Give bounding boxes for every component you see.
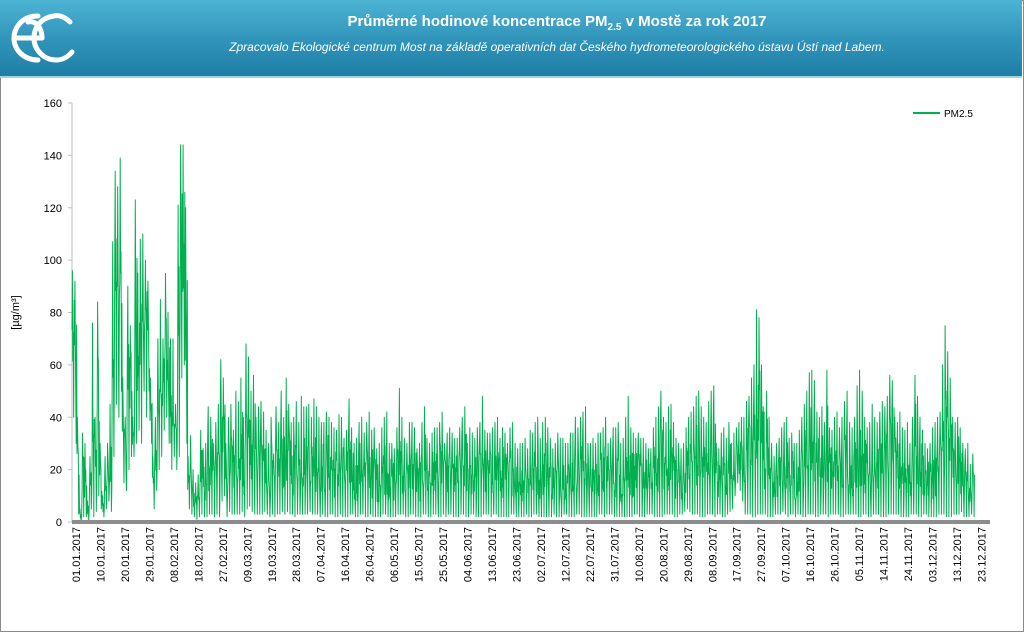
x-tick-label: 12.07.2017 (560, 527, 573, 583)
y-tick-label: 0 (55, 517, 62, 529)
x-tick-label: 24.11.2017 (903, 527, 915, 582)
x-tick-label: 16.04.2017 (340, 527, 353, 583)
x-tick-label: 26.10.2017 (829, 527, 842, 583)
y-tick-label: 40 (49, 412, 62, 425)
x-tick-label: 03.12.2017 (927, 527, 940, 583)
x-tick-label: 18.02.2017 (193, 527, 206, 583)
series-line-pm25 (72, 145, 975, 522)
x-tick-label: 28.03.2017 (291, 527, 304, 583)
legend-label-pm25: PM2.5 (944, 109, 973, 120)
x-tick-label: 20.08.2017 (658, 527, 671, 583)
x-tick-label: 29.08.2017 (682, 527, 695, 583)
y-tick-label: 120 (43, 202, 62, 215)
y-tick-label: 160 (43, 98, 62, 110)
x-tick-label: 19.03.2017 (266, 527, 279, 583)
x-tick-label: 31.07.2017 (609, 527, 622, 583)
y-axis-label: [µg/m³] (10, 295, 22, 330)
x-tick-label: 27.09.2017 (756, 527, 769, 583)
x-tick-label: 02.07.2017 (536, 527, 548, 583)
x-tick-label: 05.11.2017 (854, 527, 867, 582)
x-tick-label: 06.05.2017 (389, 527, 402, 583)
x-tick-label: 01.01.2017 (71, 527, 83, 583)
x-tick-label: 04.06.2017 (462, 527, 475, 583)
y-tick-label: 20 (49, 464, 62, 477)
x-tick-label: 08.02.2017 (168, 527, 181, 583)
x-tick-label: 10.01.2017 (95, 527, 108, 583)
chart-title: Průměrné hodinové koncentrace $PM_{2.5}$ v Mostě za rok 2017 (347, 13, 767, 33)
y-tick-label: 60 (49, 359, 62, 372)
x-tick-label: 26.04.2017 (364, 527, 377, 583)
x-tick-label: 08.09.2017 (707, 527, 720, 583)
x-tick-label: 20.01.2017 (119, 527, 132, 583)
x-tick-label: 10.08.2017 (633, 527, 646, 583)
x-tick-label: 07.04.2017 (315, 527, 328, 583)
x-tick-label: 27.02.2017 (217, 527, 230, 583)
x-tick-label: 29.01.2017 (144, 527, 157, 583)
y-tick-label: 140 (43, 150, 62, 163)
x-tick-label: 22.07.2017 (584, 527, 597, 583)
y-tick-label: 80 (49, 307, 62, 320)
chart-subtitle: Zpracovalo Ekologické centrum Most na základě operativních dat Českého hydrometeorologického ústavu Ústí nad Labem. (229, 40, 885, 54)
x-tick-label: 14.11.2017 (878, 527, 891, 582)
x-tick-label: 13.12.2017 (952, 527, 964, 583)
x-tick-label: 15.05.2017 (413, 527, 426, 583)
x-tick-label: 16.10.2017 (805, 527, 818, 583)
x-tick-label: 07.10.2017 (780, 527, 793, 583)
x-tick-label: 17.09.2017 (731, 527, 744, 583)
x-tick-label: 09.03.2017 (242, 527, 255, 583)
x-tick-label: 23.06.2017 (511, 527, 524, 583)
x-tick-label: 23.12.2017 (976, 527, 989, 583)
x-tick-label: 25.05.2017 (438, 527, 451, 583)
y-tick-label: 100 (43, 255, 62, 268)
x-tick-label: 13.06.2017 (487, 527, 499, 583)
